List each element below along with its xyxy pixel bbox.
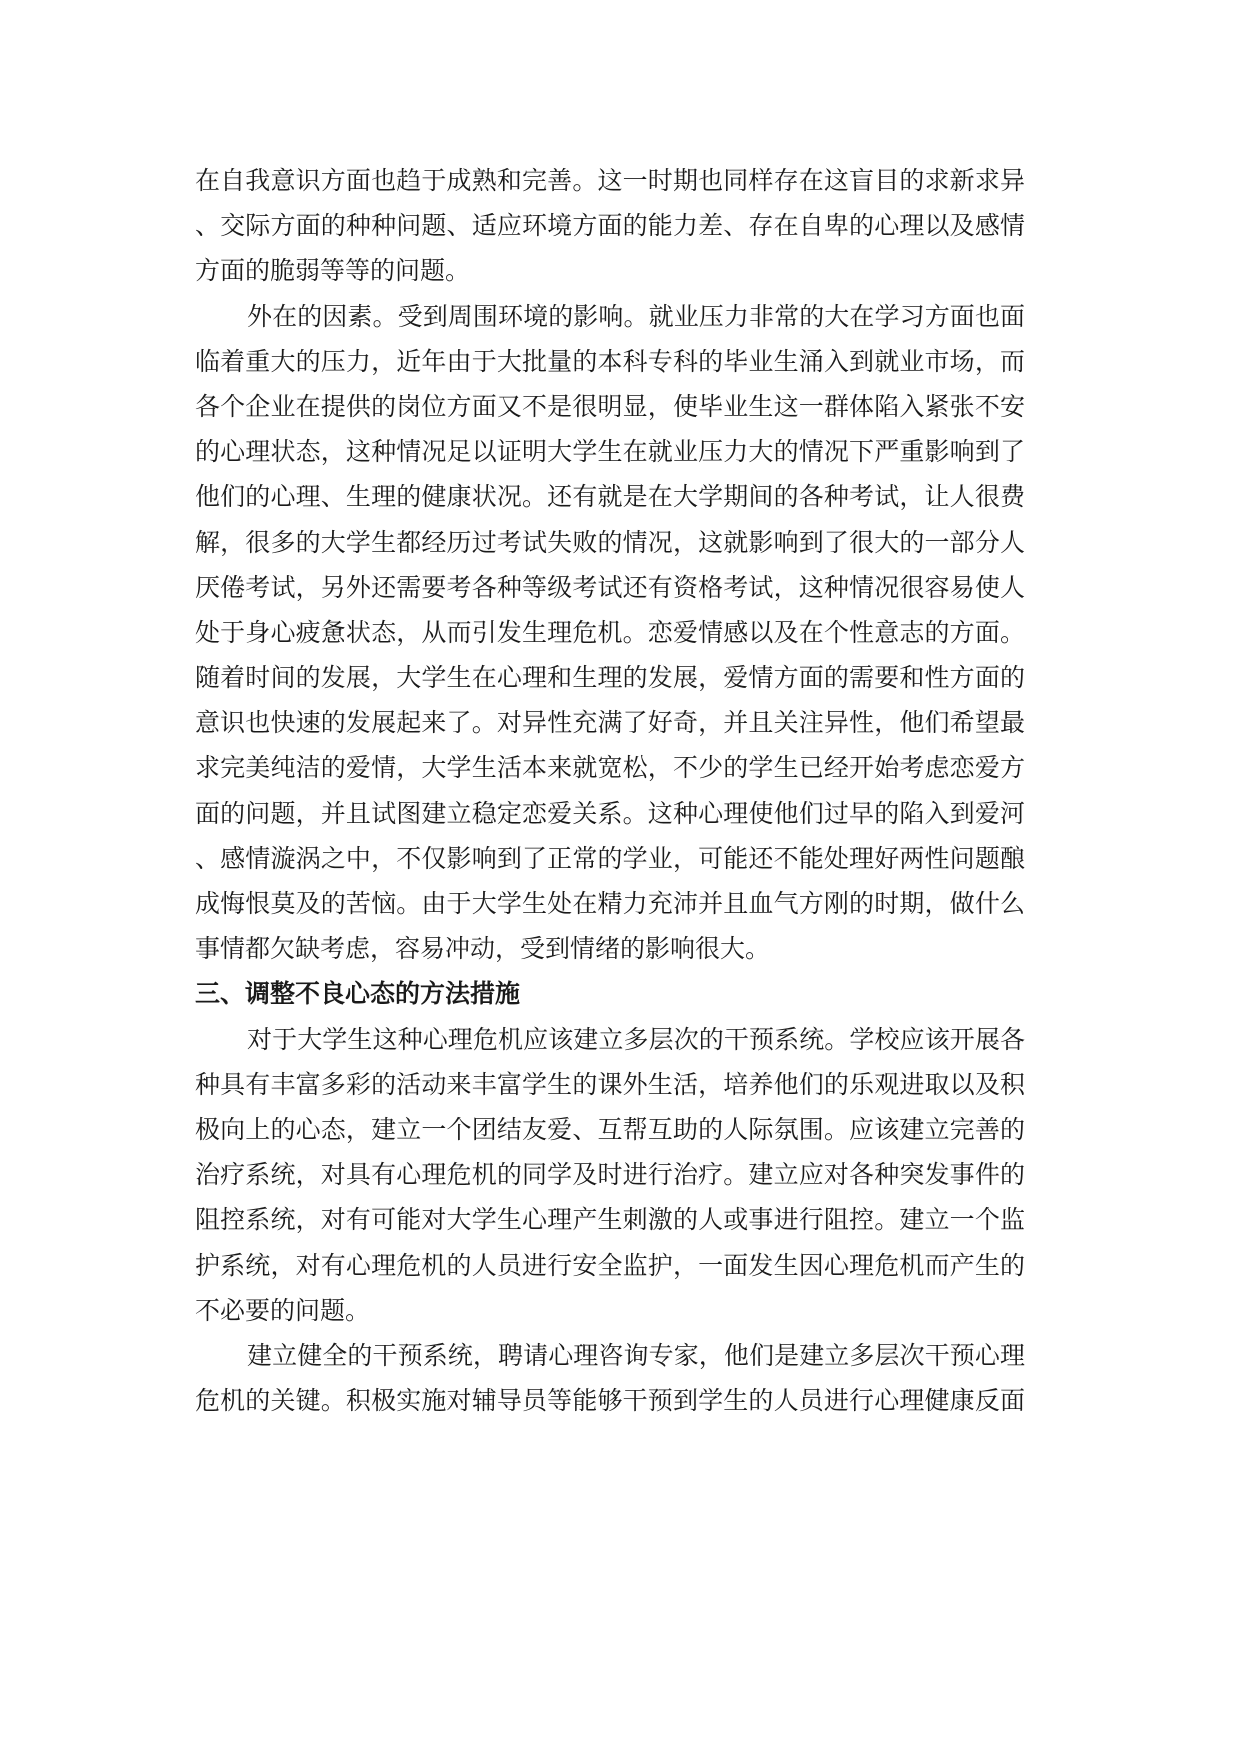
text-line: 极向上的心态，建立一个团结友爱、互帮互助的人际氛围。应该建立完善的 [195,1114,1025,1144]
text-line: 方面的脆弱等等的问题。 [195,256,471,286]
text-line: 临着重大的压力，近年由于大批量的本科专科的毕业生涌入到就业市场，而 [195,346,1025,376]
text-line: 护系统，对有心理危机的人员进行安全监护，一面发生因心理危机而产生的 [195,1250,1025,1280]
text-line: 外在的因素。受到周围环境的影响。就业压力非常的大在学习方面也面 [247,301,1025,331]
text-line: 求完美纯洁的爱情，大学生活本来就宽松，不少的学生已经开始考虑恋爱方 [195,753,1025,783]
text-line: 意识也快速的发展起来了。对异性充满了好奇，并且关注异性，他们希望最 [195,708,1025,738]
paragraph [195,294,1025,972]
text-line: 面的问题，并且试图建立稳定恋爱关系。这种心理使他们过早的陷入到爱河 [195,798,1025,828]
text-line: 的心理状态，这种情况足以证明大学生在就业压力大的情况下严重影响到了 [195,437,1025,467]
text-line: 在自我意识方面也趋于成熟和完善。这一时期也同样存在这盲目的求新求异 [195,166,1025,195]
text-line: 随着时间的发展，大学生在心理和生理的发展，爱情方面的需要和性方面的 [195,663,1025,693]
text-line: 解，很多的大学生都经历过考试失败的情况，这就影响到了很大的一部分人 [195,527,1025,557]
section-heading [195,971,1025,1016]
text-line: 不必要的问题。 [195,1295,371,1325]
text-line: 阻控系统，对有可能对大学生心理产生刺激的人或事进行阻控。建立一个监 [195,1205,1025,1235]
text-line: 对于大学生这种心理危机应该建立多层次的干预系统。学校应该开展各 [247,1024,1025,1054]
text-line: 事情都欠缺考虑，容易冲动，受到情绪的影响很大。 [195,934,771,964]
text-line: 建立健全的干预系统，聘请心理咨询专家，他们是建立多层次干预心理 [247,1340,1025,1370]
text-line: 、交际方面的种种问题、适应环境方面的能力差、存在自卑的心理以及感情 [195,211,1025,241]
text-line: 、感情漩涡之中，不仅影响到了正常的学业，可能还不能处理好两性问题酿 [195,843,1025,873]
text-line: 成悔恨莫及的苦恼。由于大学生处在精力充沛并且血气方刚的时期，做什么 [195,889,1025,918]
document-page [195,158,1025,1423]
text-line: 种具有丰富多彩的活动来丰富学生的课外生活，培养他们的乐观进取以及积 [195,1069,1025,1099]
text-line: 厌倦考试，另外还需要考各种等级考试还有资格考试，这种情况很容易使人 [195,572,1025,602]
text-line: 危机的关键。积极实施对辅导员等能够干预到学生的人员进行心理健康反面 [195,1386,1025,1416]
text-line: 治疗系统，对具有心理危机的同学及时进行治疗。建立应对各种突发事件的 [195,1160,1025,1190]
paragraph [195,1333,1025,1423]
text-line: 他们的心理、生理的健康状况。还有就是在大学期间的各种考试，让人很费 [195,482,1025,512]
paragraph [195,1017,1025,1333]
text-line: 处于身心疲惫状态，从而引发生理危机。恋爱情感以及在个性意志的方面。 [195,617,1025,647]
paragraph [195,158,1025,294]
text-line: 各个企业在提供的岗位方面又不是很明显，使毕业生这一群体陷入紧张不安 [195,391,1025,421]
heading-text: 三、调整不良心态的方法措施 [195,979,521,1009]
